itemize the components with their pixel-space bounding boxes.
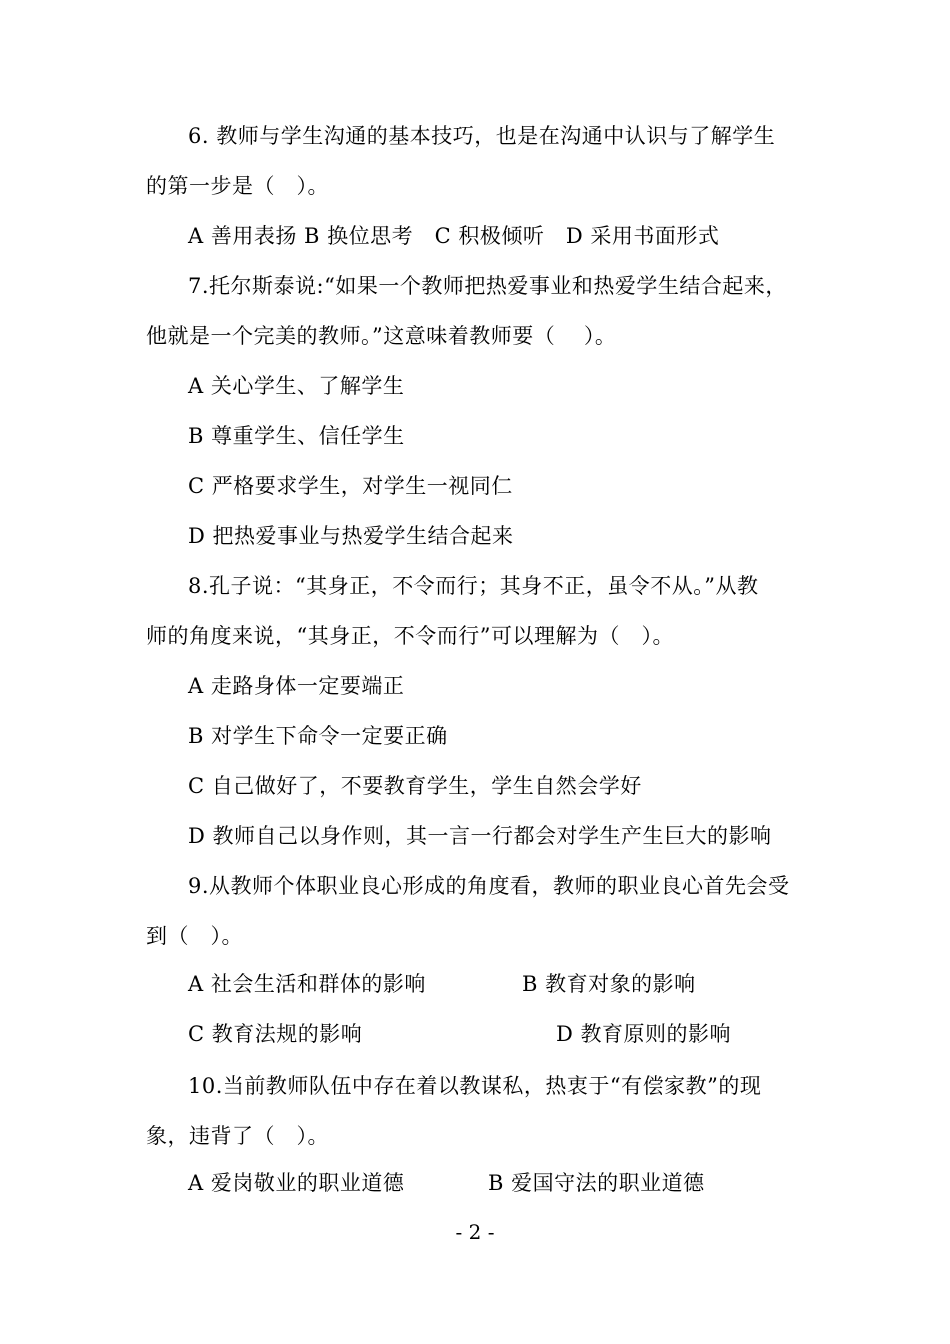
q6-options: A 善用表扬 B 换位思考 C 积极倾听 D 采用书面形式 [188, 224, 720, 248]
q10-option-a: A 爱岗敬业的职业道德 [188, 1171, 405, 1195]
page-number: - 2 - [455, 1220, 495, 1244]
q9-stem-line-1: 9.从教师个体职业良心形成的角度看，教师的职业良心首先会受 [188, 874, 790, 898]
q8-option-b: B 对学生下命令一定要正确 [188, 724, 448, 748]
q10-stem-line-1: 10.当前教师队伍中存在着以教谋私，热衷于“有偿家教”的现 [188, 1074, 762, 1098]
q8-option-a: A 走路身体一定要端正 [188, 674, 405, 698]
q9-option-b: B 教育对象的影响 [522, 972, 696, 996]
q8-stem-line-2: 师的角度来说，“其身正，不令而行”可以理解为（ ）。 [146, 624, 674, 648]
q7-stem-line-2: 他就是一个完美的教师。”这意味着教师要（ ）。 [146, 324, 617, 348]
q9-option-c: C 教育法规的影响 [188, 1022, 363, 1046]
q10-stem-line-2: 象，违背了（ ）。 [146, 1124, 329, 1148]
q7-option-a: A 关心学生、了解学生 [188, 374, 405, 398]
q9-option-a: A 社会生活和群体的影响 [188, 972, 426, 996]
q7-option-b: B 尊重学生、信任学生 [188, 424, 405, 448]
q8-option-d: D 教师自己以身作则，其一言一行都会对学生产生巨大的影响 [188, 824, 772, 848]
q8-option-c: C 自己做好了，不要教育学生，学生自然会学好 [188, 774, 642, 798]
q6-stem-line-1: 6. 教师与学生沟通的基本技巧，也是在沟通中认识与了解学生 [188, 124, 776, 148]
q7-stem-line-1: 7.托尔斯泰说:“如果一个教师把热爱事业和热爱学生结合起来， [188, 274, 787, 298]
q7-option-d: D 把热爱事业与热爱学生结合起来 [188, 524, 514, 548]
q8-stem-line-1: 8.孔子说：“其身正，不令而行；其身不正，虽令不从。”从教 [188, 574, 759, 598]
q9-option-d: D 教育原则的影响 [556, 1022, 732, 1046]
q6-stem-line-2: 的第一步是（ ）。 [146, 174, 329, 198]
q7-option-c: C 严格要求学生，对学生一视同仁 [188, 474, 513, 498]
q9-stem-line-2: 到（ ）。 [146, 924, 243, 948]
q10-option-b: B 爱国守法的职业道德 [488, 1171, 705, 1195]
